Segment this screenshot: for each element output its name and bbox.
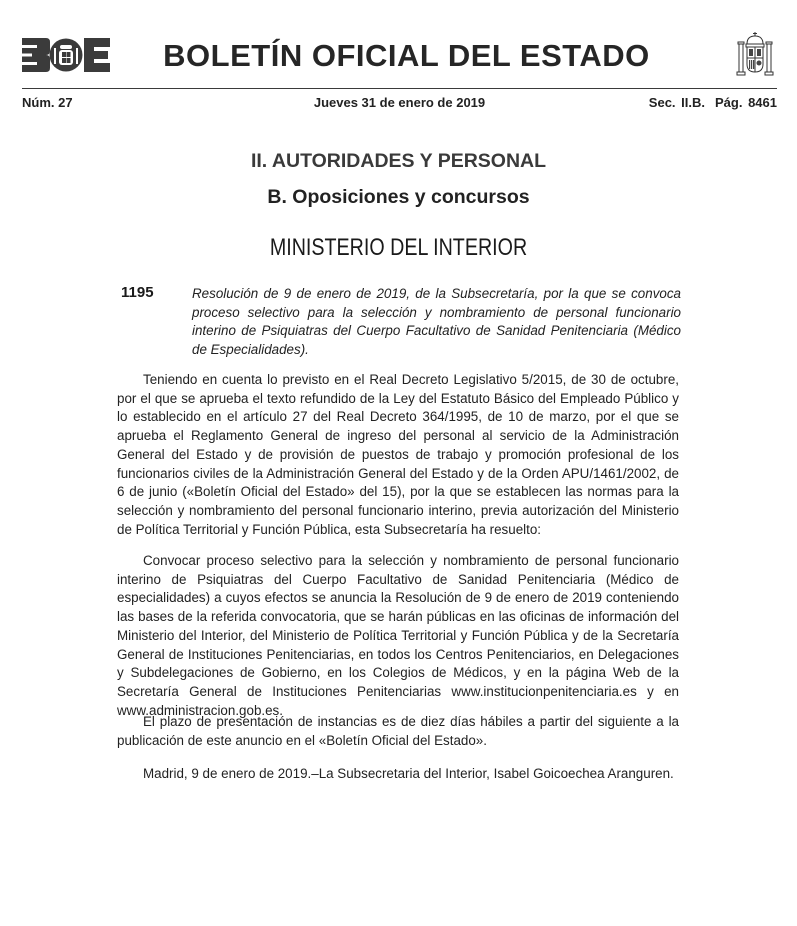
- page-number: Pág. 8461: [715, 95, 777, 110]
- body-paragraph: [117, 713, 679, 750]
- section-code: Sec. II.B.: [648, 95, 705, 110]
- subsection-heading: B. Oposiciones y concursos: [267, 186, 530, 208]
- paragraph-text: Convocar proceso selectivo para la selección y nombramiento de personal funcionario interino de Psiquiatras del Cuerpo Facultativo de Sanidad Penitenciaria (Médico de especialidades) a cuyos efectos se anuncia la Resolución de 9 de enero de 2019 conteniendo las bases de la referida convocatoria, que se harán públicas en las oficinas de información del Ministerio del Interior, del Ministerio de Política Territorial y Función Pública y de la Secretaría General de Instituciones Penitenciarias, en todos los Centros Penitenciarios, en Delegaciones y Subdelegaciones de Gobierno, en los Colegios de Médicos, y en la página Web de la Secretaría General de Instituciones Penitenciarias www.institucionpenitenciaria.es y en www.administracion.gob.es.: [117, 553, 679, 718]
- disposition-number: 1195: [121, 284, 154, 301]
- section-page-info: [649, 95, 777, 110]
- paragraph-text: Madrid, 9 de enero de 2019.–La Subsecretaria del Interior, Isabel Goicoechea Aranguren.: [143, 766, 674, 781]
- body-paragraph: [117, 371, 679, 539]
- paragraph-text: El plazo de presentación de instancias es de diez días hábiles a partir del siguiente a la publicación de este anuncio en el «Boletín Oficial del Estado».: [117, 714, 679, 748]
- issue-number: Núm. 27: [22, 95, 73, 110]
- section-heading: II. AUTORIDADES Y PERSONAL: [250, 150, 547, 172]
- disposition-title: Resolución de 9 de enero de 2019, de la Subsecretaría, por la que se convoca proceso selectivo para la selección y nombramiento de personal funcionario interino de Psiquiatras del Cuerpo Facultativo de Sanidad Penitenciaria (Médico de Especialidades).: [192, 286, 681, 357]
- body-paragraph: [117, 552, 679, 720]
- header-divider: [22, 88, 777, 89]
- paragraph-text: Teniendo en cuenta lo previsto en el Real Decreto Legislativo 5/2015, de 30 de octubre, por el que se aprueba el texto refundido de la Ley del Estatuto Básico del Empleado Público y lo establecido en el artículo 27 del Real Decreto 364/1995, de 10 de marzo, por el que se aprueba el Reglamento General de ingreso del personal al servicio de la Administración General del Estado y de provisión de puestos de trabajo y promoción profesional de los funcionarios civiles de la Administración General del Estado y de la Orden APU/1461/2002, de 6 de junio («Boletín Oficial del Estado» del 15), por la que se establecen las normas para la selección y nombramiento del personal funcionario interino, previa autorización del Ministerio de Política Territorial y Función Pública, esta Subsecretaría ha resuelto:: [117, 372, 679, 537]
- issue-date: Jueves 31 de enero de 2019: [313, 95, 486, 110]
- coat-of-arms-icon: [736, 32, 774, 78]
- newspaper-title: BOLETÍN OFICIAL DEL ESTADO: [163, 38, 650, 73]
- signature-paragraph: [117, 765, 679, 784]
- ministry-heading: MINISTERIO DEL INTERIOR: [269, 234, 528, 261]
- issue-header: [22, 95, 777, 113]
